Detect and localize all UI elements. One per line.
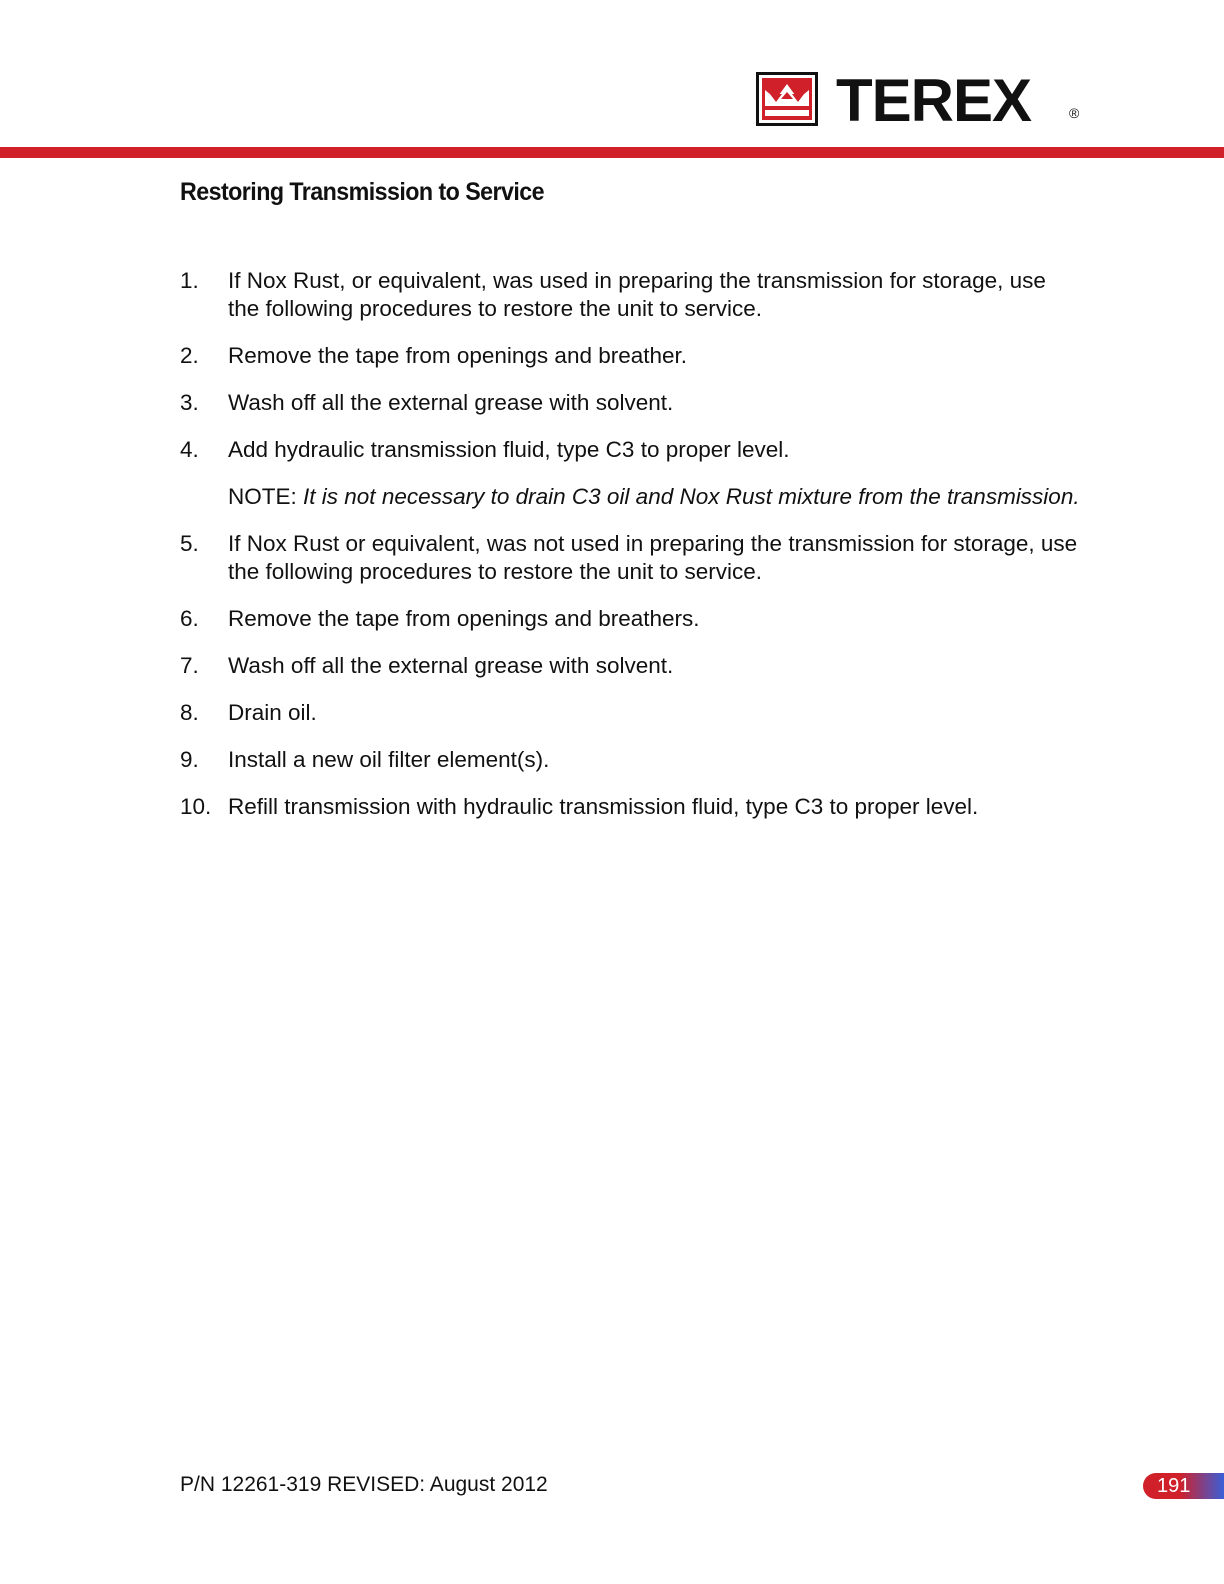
step-text: Remove the tape from openings and breather.	[228, 343, 688, 368]
registered-mark: ®	[1069, 105, 1080, 121]
step-text: If Nox Rust or equivalent, was not used in preparing the transmission for storage, use the following procedures to restore the unit to service.	[228, 531, 1078, 584]
step-number: 10.	[180, 794, 212, 819]
step-text: Wash off all the external grease with solvent.	[228, 653, 674, 678]
logo-wordmark: TEREX	[836, 67, 1032, 134]
list-item	[180, 389, 1080, 417]
step-text: Add hydraulic transmission fluid, type C3 to proper level.	[228, 437, 790, 462]
note-label: NOTE:	[228, 484, 297, 509]
procedure-list	[180, 267, 1080, 840]
list-item	[180, 267, 1080, 323]
footer-part-info: P/N 12261-319 REVISED: August 2012	[180, 1473, 548, 1496]
step-text: Drain oil.	[228, 700, 317, 725]
note-block	[228, 483, 1080, 511]
list-item	[180, 746, 1080, 774]
step-text: Remove the tape from openings and breathers.	[228, 606, 700, 631]
list-item	[180, 652, 1080, 680]
step-text: Wash off all the external grease with solvent.	[228, 390, 674, 415]
step-number: 7.	[180, 653, 199, 678]
step-number: 1.	[180, 268, 199, 293]
step-number: 6.	[180, 606, 199, 631]
list-item	[180, 436, 1080, 464]
page-number-badge: 191	[1143, 1473, 1224, 1499]
step-number: 8.	[180, 700, 199, 725]
note-text: It is not necessary to drain C3 oil and Nox Rust mixture from the transmission.	[303, 484, 1080, 509]
header-red-bar	[0, 147, 1224, 158]
step-number: 9.	[180, 747, 199, 772]
section-title: Restoring Transmission to Service	[180, 178, 545, 206]
terex-crown-icon	[756, 72, 818, 126]
list-item	[180, 530, 1080, 586]
step-number: 5.	[180, 531, 199, 556]
step-number: 4.	[180, 437, 199, 462]
list-item	[180, 605, 1080, 633]
step-text: Install a new oil filter element(s).	[228, 747, 550, 772]
step-number: 2.	[180, 343, 199, 368]
list-item	[180, 699, 1080, 727]
list-item	[180, 342, 1080, 370]
step-text: If Nox Rust, or equivalent, was used in preparing the transmission for storage, use the following procedures to restore the unit to service.	[228, 268, 1046, 321]
step-text: Refill transmission with hydraulic transmission fluid, type C3 to proper level.	[228, 794, 979, 819]
list-item	[180, 793, 1080, 821]
step-number: 3.	[180, 390, 199, 415]
